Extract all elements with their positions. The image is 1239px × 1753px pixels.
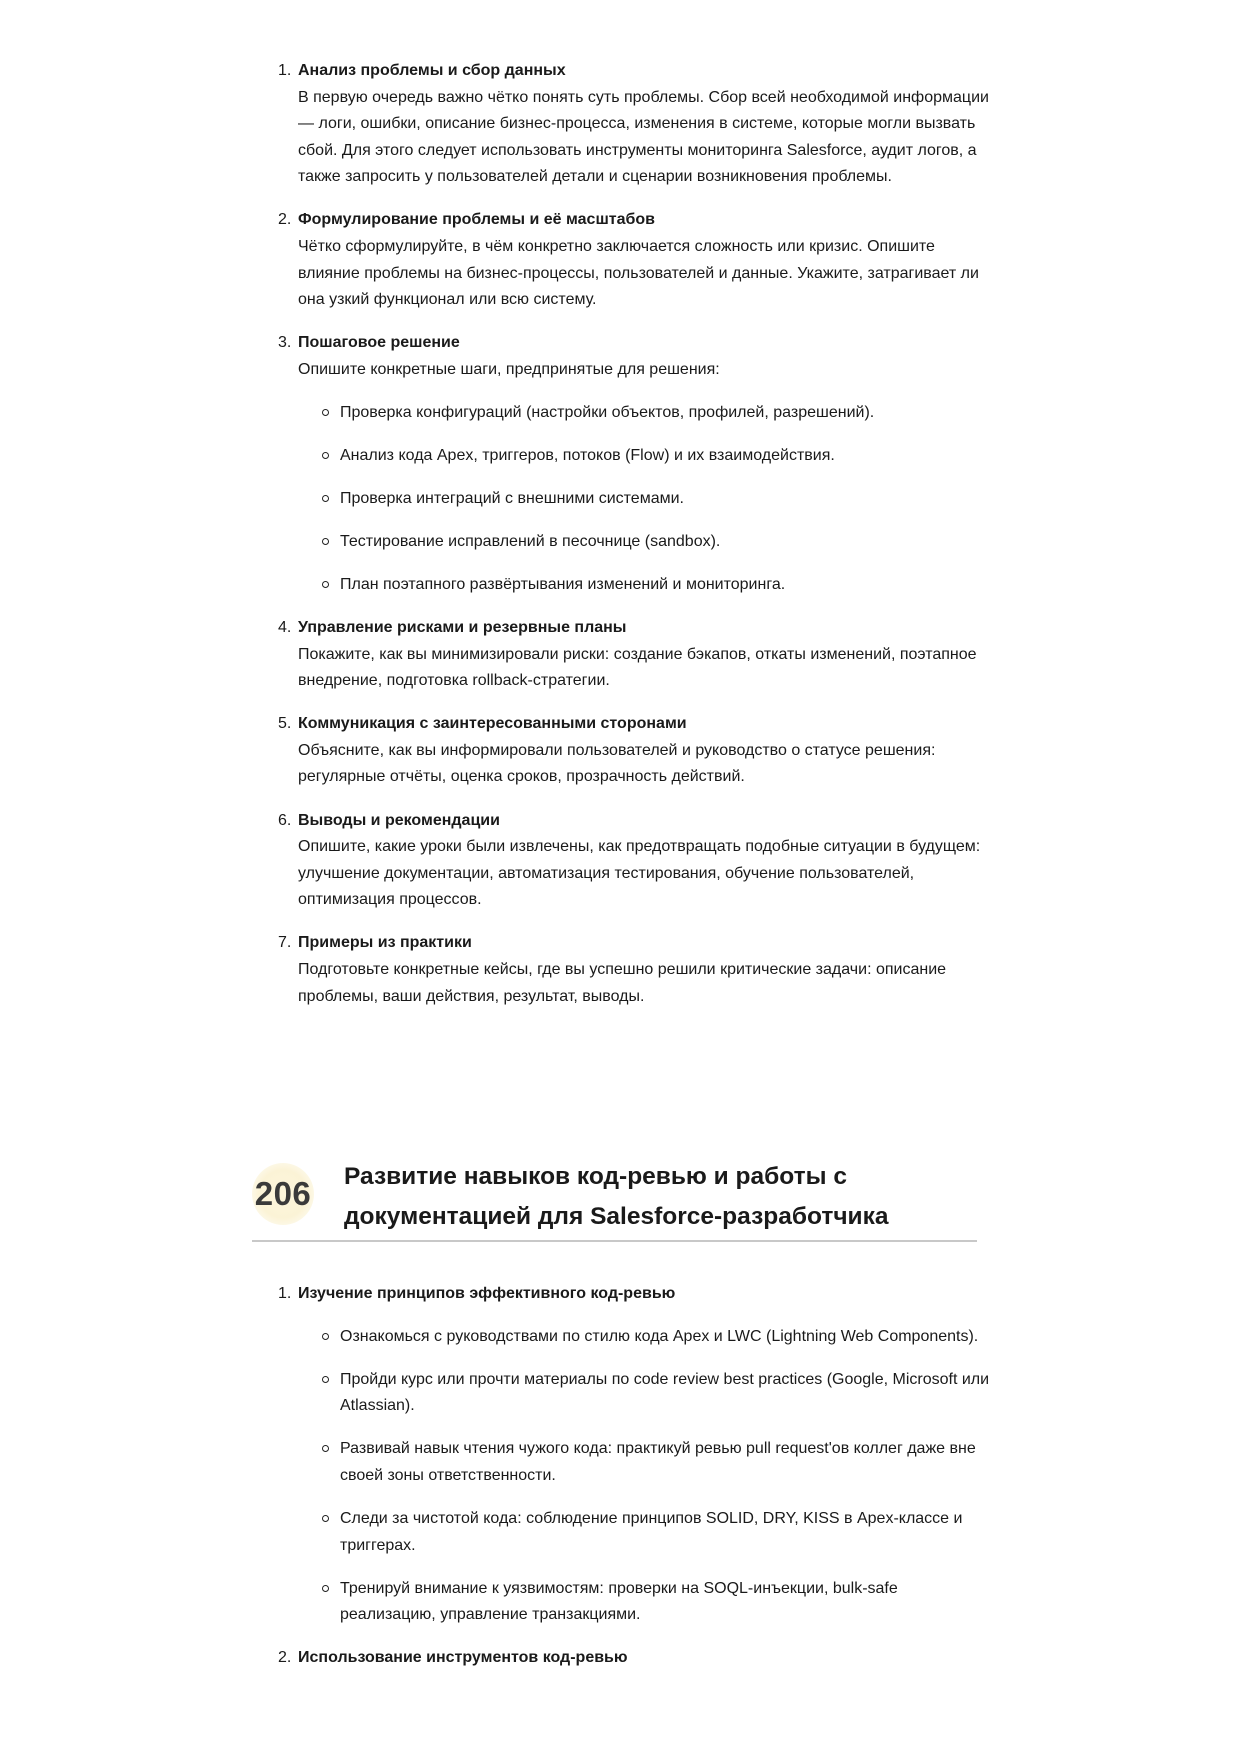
list-item	[278, 615, 991, 695]
list-item	[278, 330, 991, 598]
item-title: Изучение принципов эффективного код-ревью	[298, 1285, 676, 1302]
item-number: 1.	[278, 1285, 292, 1302]
sub-list	[298, 400, 991, 599]
item-number: 2.	[278, 211, 292, 229]
item-body: Покажите, как вы минимизировали риски: создание бэкапов, откаты изменений, поэтапное внедрение, подготовка rollback-стратегии.	[298, 645, 977, 690]
top-numbered-list	[278, 58, 991, 1027]
section-title: Развитие навыков код-ревью и работы с документацией для Salesforce-разработчика	[344, 1163, 889, 1230]
item-title: Выводы и рекомендации	[298, 811, 500, 829]
sub-list-item: Ознакомься с руководствами по стилю кода Apex и LWC (Lightning Web Components).	[340, 1324, 991, 1351]
sub-list-item: Пройди курс или прочти материалы по code review best practices (Google, Microsoft или Atlassian).	[340, 1367, 991, 1420]
item-title: Коммуникация с заинтересованными сторонами	[298, 715, 687, 733]
sub-list-item: Анализ кода Apex, триггеров, потоков (Flow) и их взаимодействия.	[340, 443, 991, 470]
item-body: Опишите конкретные шаги, предпринятые для решения:	[298, 360, 720, 378]
list-item	[278, 711, 991, 791]
sub-list-item: Тренируй внимание к уязвимостям: проверки на SOQL-инъекции, bulk-safe реализацию, управление транзакциями.	[340, 1576, 991, 1629]
sub-list-item: План поэтапного развёртывания изменений и мониторинга.	[340, 572, 991, 599]
list-item	[278, 930, 991, 1010]
sub-list-item: Тестирование исправлений в песочнице (sandbox).	[340, 529, 991, 556]
item-number: 3.	[278, 334, 292, 352]
sub-list-item: Проверка конфигураций (настройки объектов, профилей, разрешений).	[340, 400, 991, 427]
bottom-numbered-list	[278, 1281, 991, 1689]
sub-list-item: Развивай навык чтения чужого кода: практикуй ревью pull request'ов коллег даже вне своей зоны ответственности.	[340, 1436, 991, 1489]
sub-list-item: Проверка интеграций с внешними системами.	[340, 486, 991, 513]
item-number: 6.	[278, 811, 292, 829]
item-title: Пошаговое решение	[298, 334, 460, 352]
item-number: 2.	[278, 1649, 292, 1667]
item-number: 5.	[278, 715, 292, 733]
item-title: Использование инструментов код-ревью	[298, 1649, 628, 1667]
list-item	[278, 207, 991, 313]
item-number: 4.	[278, 619, 292, 636]
section-number-badge: 206	[252, 1163, 314, 1225]
item-body: Чётко сформулируйте, в чём конкретно заключается сложность или кризис. Опишите влияние проблемы на бизнес-процессы, пользователей и данные. Укажите, затрагивает ли она узкий функционал или всю систему.	[298, 238, 979, 309]
list-item	[278, 1281, 991, 1629]
section-header	[252, 1157, 977, 1242]
item-body: Подготовьте конкретные кейсы, где вы успешно решили критические задачи: описание проблемы, ваши действия, результат, выводы.	[298, 961, 947, 1005]
list-item	[278, 808, 991, 914]
list-item	[278, 1645, 991, 1672]
item-number: 7.	[278, 934, 292, 952]
item-number: 1.	[278, 62, 292, 79]
item-body: Объясните, как вы информировали пользователей и руководство о статусе решения: регулярные отчёты, оценка сроков, прозрачность действий.	[298, 741, 936, 786]
sub-list	[298, 1324, 991, 1629]
item-body: Опишите, какие уроки были извлечены, как предотвращать подобные ситуации в будущем: улучшение документации, автоматизация тестирования, обучение пользователей, оптимизация процессов.	[298, 838, 981, 909]
item-title: Формулирование проблемы и её масштабов	[298, 211, 656, 229]
sub-list-item: Следи за чистотой кода: соблюдение принципов SOLID, DRY, KISS в Apex-классе и триггерах.	[340, 1506, 991, 1559]
item-body: В первую очередь важно чётко понять суть проблемы. Сбор всей необходимой информации — логи, ошибки, описание бизнес-процесса, изменения в системе, которые могли вызвать сбой. Для этого следует использовать инструменты мониторинга Salesforce, аудит логов, а также запросить у пользователей детали и сценарии возникновения проблемы.	[298, 88, 989, 186]
list-item	[278, 58, 991, 191]
item-title: Примеры из практики	[298, 934, 472, 952]
item-title: Управление рисками и резервные планы	[298, 619, 627, 636]
item-title: Анализ проблемы и сбор данных	[298, 62, 566, 79]
